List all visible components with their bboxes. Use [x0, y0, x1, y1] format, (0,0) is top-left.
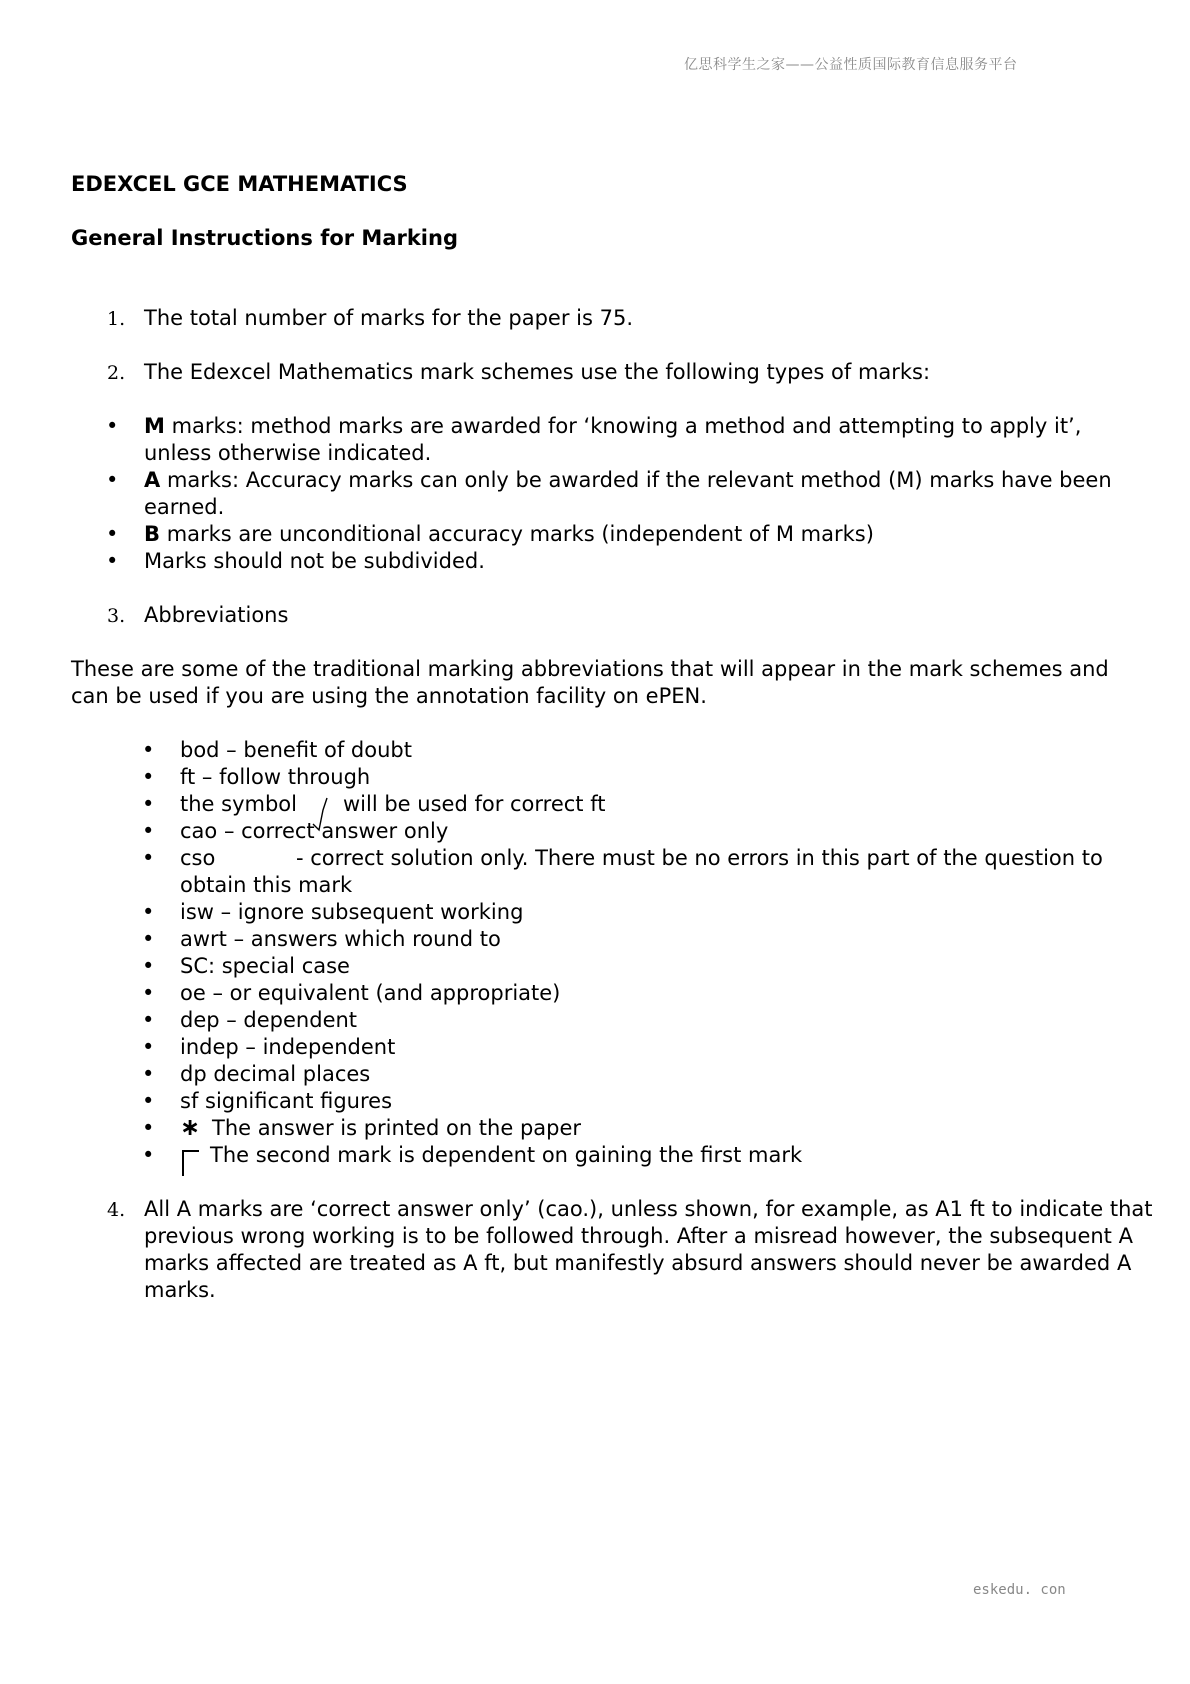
footer-watermark: eskedu. con — [973, 1582, 1066, 1598]
abbrev-text: The second mark is dependent on gaining the first mark — [210, 1143, 803, 1167]
bullet: • — [106, 522, 119, 546]
bullet: • — [142, 846, 155, 870]
abbrev-intro: These are some of the traditional marking abbreviations that will appear in the mark schemes and can be used if you are using the annotation facility on ePEN. — [71, 657, 1109, 708]
bullet: • — [142, 738, 155, 762]
asterisk-icon: ∗ — [180, 1113, 201, 1141]
page-title: EDEXCEL GCE MATHEMATICS — [71, 172, 408, 196]
bullet: • — [142, 765, 155, 789]
bullet: • — [106, 549, 119, 573]
bullet: • — [142, 1008, 155, 1032]
abbrev-item: indep – independent — [180, 1035, 396, 1059]
bullet: • — [142, 981, 155, 1005]
dependency-bracket-icon — [180, 1142, 200, 1170]
mark-key: A — [144, 468, 161, 492]
abbrev-item: the symbol — [180, 792, 297, 816]
abbrev-item — [180, 1142, 802, 1170]
bullet: • — [106, 468, 119, 492]
bullet: • — [142, 1062, 155, 1086]
abbrev-item: sf significant figures — [180, 1089, 393, 1113]
abbrev-item: dp decimal places — [180, 1062, 371, 1086]
header-watermark: 亿思科学生之家——公益性质国际教育信息服务平台 — [684, 57, 1018, 73]
bullet: • — [142, 792, 155, 816]
mark-type-note — [144, 548, 1144, 575]
abbrev-item: oe – or equivalent (and appropriate) — [180, 981, 561, 1005]
item-number: 2. — [107, 362, 126, 384]
abbrev-item: - correct solution only. There must be no errors in this part of the question to obtain this mark — [180, 846, 1103, 897]
item-text: All A marks are ‘correct answer only’ (cao.), unless shown, for example, as A1 ft to indicate that previous wrong working is to be followed through. After a misread however, the subsequent A marks affected are treated as A ft, but manifestly absurd answers should never be awarded A marks. — [144, 1197, 1153, 1302]
abbrev-item — [180, 1114, 581, 1142]
abbrev-item: cso — [180, 846, 216, 870]
abbrev-text: The answer is printed on the paper — [212, 1116, 582, 1140]
abbrev-item: cao – correct answer only — [180, 819, 449, 843]
item-number: 4. — [107, 1199, 126, 1221]
bullet: • — [142, 927, 155, 951]
abbrev-item: isw – ignore subsequent working — [180, 900, 524, 924]
item-text: The Edexcel Mathematics mark schemes use the following types of marks: — [144, 360, 931, 384]
bullet: • — [106, 414, 119, 438]
mark-type-a — [144, 467, 1134, 521]
abbrev-item: will be used for correct ft — [343, 792, 606, 816]
bullet: • — [142, 954, 155, 978]
bullet: • — [142, 1143, 155, 1167]
bullet: • — [142, 1089, 155, 1113]
item-text: Abbreviations — [144, 603, 289, 627]
abbrev-item: SC: special case — [180, 954, 350, 978]
abbrev-item: ft – follow through — [180, 765, 371, 789]
abbrev-item: dep – dependent — [180, 1008, 358, 1032]
bullet: • — [142, 900, 155, 924]
mark-description: marks are unconditional accuracy marks (independent of M marks) — [160, 522, 874, 546]
abbrev-item: bod – benefit of doubt — [180, 738, 412, 762]
item-number: 1. — [107, 308, 126, 330]
mark-description: Marks should not be subdivided. — [144, 549, 485, 573]
mark-description: marks: Accuracy marks can only be awarded if the relevant method (M) marks have been earned. — [144, 468, 1112, 519]
item-number: 3. — [107, 605, 126, 627]
mark-type-b — [144, 521, 1144, 548]
abbrev-item: awrt – answers which round to — [180, 927, 501, 951]
bullet: • — [142, 1116, 155, 1140]
mark-type-m — [144, 413, 1144, 467]
mark-description: marks: method marks are awarded for ‘knowing a method and attempting to apply it’, unless otherwise indicated. — [144, 414, 1082, 465]
bullet: • — [142, 1035, 155, 1059]
mark-key: B — [144, 522, 161, 546]
mark-key: M — [144, 414, 165, 438]
page-subtitle: General Instructions for Marking — [71, 226, 458, 250]
bullet: • — [142, 819, 155, 843]
item-text: The total number of marks for the paper is 75. — [144, 306, 634, 330]
